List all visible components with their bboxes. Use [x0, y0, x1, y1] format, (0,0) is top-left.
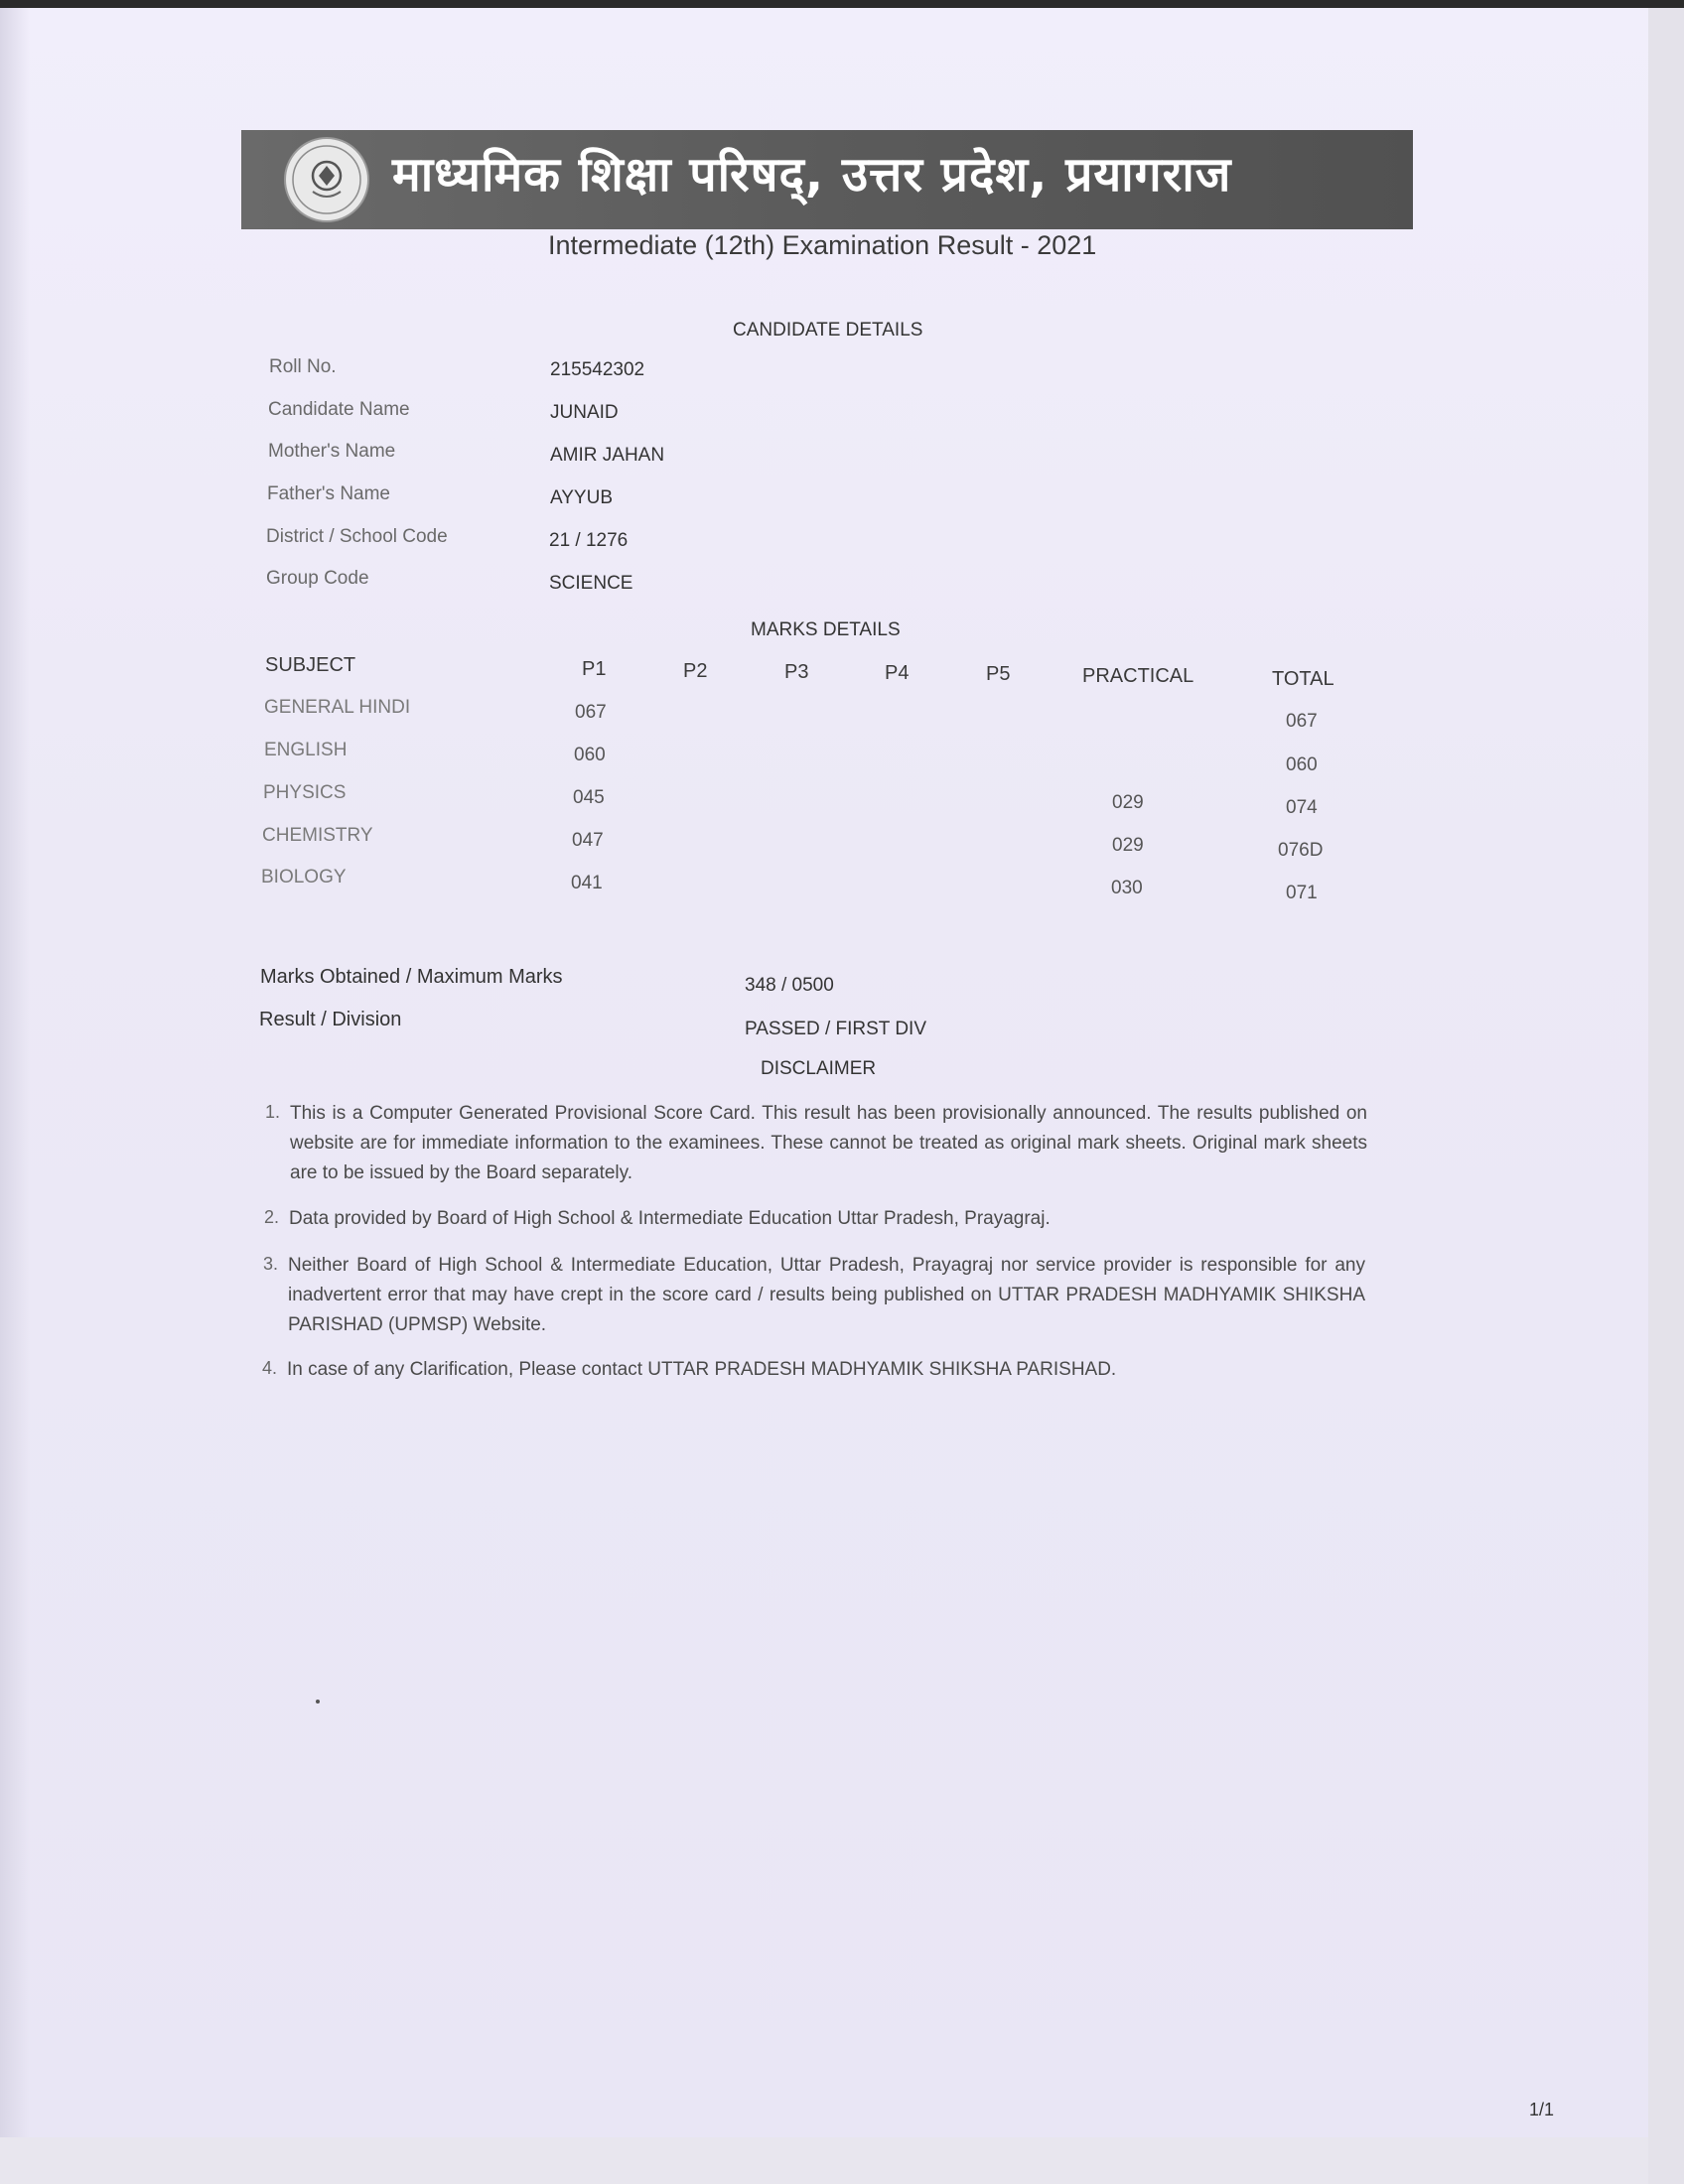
table-row-subject: GENERAL HINDI: [264, 697, 411, 718]
group-code-label: Group Code: [266, 568, 369, 589]
table-row-total: 071: [1286, 883, 1318, 903]
disclaimer-item-number: 3.: [263, 1254, 279, 1274]
table-row-practical: 030: [1111, 878, 1143, 898]
table-row-p1: 045: [573, 787, 605, 808]
scan-speck: [316, 1700, 320, 1704]
disclaimer-item-number: 2.: [264, 1207, 280, 1227]
page-number: 1/1: [1529, 2100, 1555, 2119]
disclaimer-item-text: Neither Board of High School & Intermediate Education, Uttar Pradesh, Prayagraj nor service provider is responsible for any inadvertent error that may have crept in the score card / results being published on UTTAR PRADESH MADHYAMIK SHIKSHA PARISHAD (UPMSP) Website.: [288, 1255, 1365, 1335]
table-row-total: 060: [1286, 754, 1318, 775]
column-header-p3: P3: [784, 661, 809, 683]
marks-details-heading: MARKS DETAILS: [751, 619, 901, 640]
candidate-name-label: Candidate Name: [268, 399, 410, 420]
table-row-p1: 060: [574, 745, 606, 765]
column-header-p4: P4: [885, 662, 910, 684]
board-name-title: माध्यमिक शिक्षा परिषद्, उत्तर प्रदेश, प्रयागराज: [392, 147, 1232, 203]
scan-margin-bottom: [0, 2137, 1648, 2184]
table-row-subject: CHEMISTRY: [262, 825, 373, 846]
table-row-practical: 029: [1112, 835, 1144, 856]
table-row-total: 076D: [1278, 840, 1324, 861]
disclaimer-item-text: Data provided by Board of High School & Intermediate Education Uttar Pradesh, Prayagraj.: [289, 1208, 1051, 1229]
column-header-p5: P5: [986, 663, 1011, 685]
table-row-total: 067: [1286, 711, 1318, 732]
table-row-p1: 067: [575, 702, 607, 723]
result-division-label: Result / Division: [259, 1009, 402, 1030]
roll-no-label: Roll No.: [269, 356, 337, 377]
disclaimer-heading: DISCLAIMER: [761, 1058, 877, 1079]
roll-no-value: 215542302: [550, 359, 645, 380]
disclaimer-item-number: 4.: [262, 1358, 278, 1378]
page-shadow: [0, 8, 30, 2137]
marks-obtained-value: 348 / 0500: [745, 975, 834, 996]
column-header-subject: SUBJECT: [265, 654, 356, 676]
group-code-value: SCIENCE: [549, 573, 633, 594]
marks-obtained-label: Marks Obtained / Maximum Marks: [260, 966, 563, 988]
table-row-subject: BIOLOGY: [261, 867, 347, 887]
table-row-p1: 047: [572, 830, 604, 851]
column-header-practical: PRACTICAL: [1082, 665, 1194, 687]
column-header-p2: P2: [683, 660, 708, 682]
candidate-name-value: JUNAID: [550, 402, 619, 423]
column-header-total: TOTAL: [1272, 668, 1334, 690]
disclaimer-item-text: This is a Computer Generated Provisional Score Card. This result has been provisionally announced. The results published on website are for immediate information to the examinees. These cannot be treated as original mark sheets. Original mark sheets are to be issued by the Board separately.: [290, 1103, 1367, 1183]
district-school-code-label: District / School Code: [266, 526, 448, 547]
table-row-total: 074: [1286, 797, 1318, 818]
result-division-value: PASSED / FIRST DIV: [745, 1019, 927, 1039]
table-row-subject: ENGLISH: [264, 740, 348, 760]
table-row-subject: PHYSICS: [263, 782, 347, 803]
table-row-practical: 029: [1112, 792, 1144, 813]
disclaimer-item-number: 1.: [265, 1102, 281, 1122]
scan-margin-right: [1648, 8, 1684, 2184]
exam-title: Intermediate (12th) Examination Result - 2021: [548, 230, 1097, 260]
candidate-details-heading: CANDIDATE DETAILS: [733, 320, 923, 341]
column-header-p1: P1: [582, 658, 607, 680]
mother-name-value: AMIR JAHAN: [550, 445, 665, 466]
mother-name-label: Mother's Name: [268, 441, 396, 462]
disclaimer-item-text: In case of any Clarification, Please contact UTTAR PRADESH MADHYAMIK SHIKSHA PARISHAD.: [287, 1359, 1117, 1380]
table-row-p1: 041: [571, 873, 603, 893]
board-emblem-icon: [283, 136, 370, 223]
father-name-label: Father's Name: [267, 483, 391, 504]
father-name-value: AYYUB: [550, 487, 614, 508]
district-school-code-value: 21 / 1276: [549, 530, 629, 551]
